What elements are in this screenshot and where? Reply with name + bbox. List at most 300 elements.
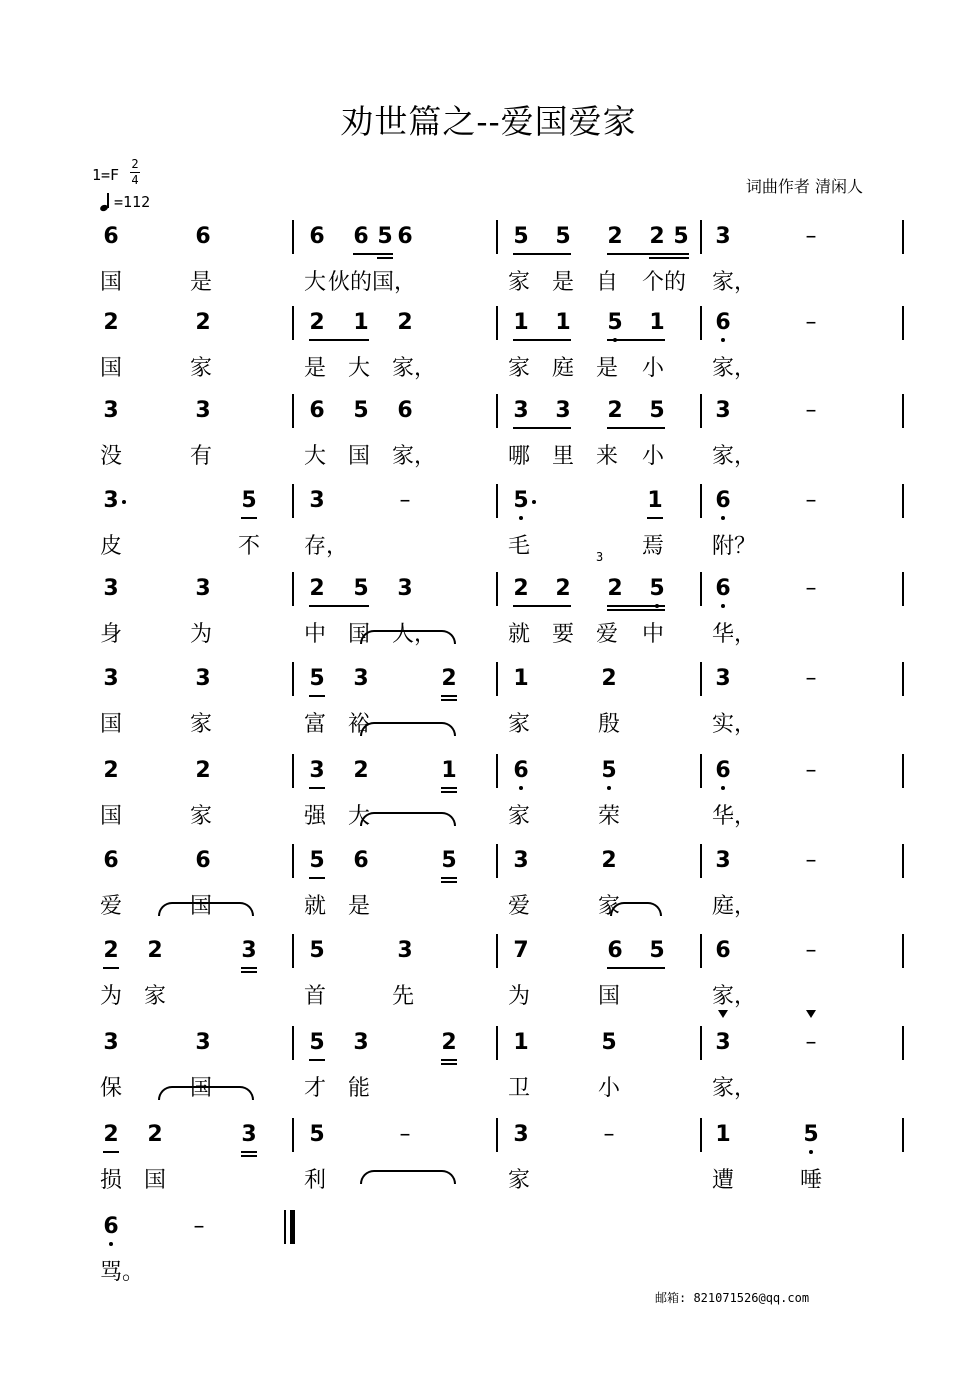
lyric-syllable: 唾 — [800, 1168, 823, 1193]
barline — [292, 934, 294, 968]
note: 2 — [601, 666, 617, 691]
note: 5 — [646, 574, 668, 604]
lower-octave-dot — [809, 1150, 813, 1154]
lyrics-row — [0, 1068, 977, 1108]
note: 6 — [712, 756, 734, 786]
barline — [700, 1118, 702, 1152]
note: 2 — [147, 938, 163, 963]
lyric-syllable: 伙的国， — [328, 270, 417, 295]
note: 3 — [103, 1030, 119, 1055]
beam-underline — [513, 427, 571, 429]
notation-row — [0, 1120, 977, 1160]
note: 3 — [195, 1030, 211, 1055]
lyric-syllable: 大 — [304, 444, 327, 469]
beam-underline — [241, 1155, 257, 1157]
note: 2 — [103, 938, 119, 963]
beam-underline — [309, 339, 369, 341]
sustain-dash: – — [805, 758, 817, 783]
note: 3 — [513, 398, 529, 423]
note: 2 — [195, 310, 211, 335]
lyrics-row — [0, 614, 977, 654]
beam-underline — [513, 339, 571, 341]
beam-underline — [649, 257, 689, 259]
lyric-syllable: 才 — [304, 1076, 327, 1101]
note: 5 — [441, 848, 457, 873]
lyric-syllable: 家， — [712, 270, 757, 295]
notation-row — [0, 664, 977, 704]
lyric-syllable: 家 — [598, 894, 621, 919]
lyric-syllable: 家， — [392, 444, 437, 469]
lyric-syllable: 爱 — [596, 622, 619, 647]
time-signature — [130, 158, 140, 187]
lyric-syllable: 家 — [508, 270, 531, 295]
barline — [902, 484, 904, 518]
note: 3 — [715, 848, 731, 873]
barline — [496, 844, 498, 878]
beam-underline — [607, 605, 665, 607]
lower-octave-dot — [109, 1242, 113, 1246]
score-system — [0, 1120, 977, 1208]
note: 3 — [195, 398, 211, 423]
note: 1 — [513, 1030, 529, 1055]
lyric-syllable: 家 — [508, 1168, 531, 1193]
score-system — [0, 396, 977, 484]
lyric-syllable: 实， — [712, 712, 757, 737]
note: 6 — [712, 486, 734, 516]
lyric-syllable: 首 — [304, 984, 327, 1009]
sustain-dash: – — [800, 1028, 822, 1058]
note: 3 — [241, 1122, 257, 1147]
lyric-syllable: 庭， — [712, 894, 757, 919]
notation-row — [0, 1028, 977, 1068]
lyric-syllable: 国 — [348, 444, 371, 469]
lyrics-row — [0, 262, 977, 302]
note: 3 — [555, 398, 571, 423]
note: 2 — [607, 398, 623, 423]
beam-underline — [103, 967, 119, 969]
lyric-syllable: 为 — [190, 622, 213, 647]
beam-underline — [513, 605, 571, 607]
slur-tie — [360, 722, 456, 736]
note: 2 — [103, 758, 119, 783]
note: 3 — [715, 224, 731, 249]
lyric-syllable: 大 — [348, 356, 371, 381]
barline — [292, 844, 294, 878]
lyric-syllable: 强 — [304, 804, 327, 829]
lyric-syllable: 家 — [508, 356, 531, 381]
lyric-syllable: 要 — [552, 622, 575, 647]
note: 2 — [555, 576, 571, 601]
note: 2 — [441, 666, 457, 691]
lyrics-row — [0, 1252, 977, 1292]
note: 2 — [309, 310, 325, 335]
note: 5 — [510, 486, 532, 516]
lyric-syllable: 来 — [596, 444, 619, 469]
lyric-syllable: 爱 — [100, 894, 123, 919]
notation-row — [0, 486, 977, 526]
augmentation-dot — [122, 500, 126, 504]
quarter-note-icon — [100, 193, 114, 211]
lyric-syllable: 里 — [552, 444, 575, 469]
augmentation-dot — [532, 500, 536, 504]
note: 6 — [195, 224, 211, 249]
sustain-dash: – — [603, 1122, 615, 1147]
note: 5 — [309, 848, 325, 873]
note: 3 — [513, 848, 529, 873]
slur-tie — [360, 630, 456, 644]
note: 2 — [103, 1122, 119, 1147]
beam-underline — [441, 877, 457, 879]
final-barline — [290, 1210, 295, 1244]
lyric-syllable: 就 — [304, 894, 327, 919]
lyric-syllable: 国 — [190, 894, 213, 919]
note: 3 — [715, 398, 731, 423]
beam-underline — [607, 609, 665, 611]
note: 2 — [309, 576, 325, 601]
lyric-syllable: 家， — [712, 444, 757, 469]
note: 5 — [513, 224, 529, 249]
note: 5 — [649, 938, 665, 963]
song-title: 劝世篇之--爱国爱家 — [340, 102, 637, 141]
barline — [292, 572, 294, 606]
note: 1 — [441, 758, 457, 783]
score-system — [0, 936, 977, 1024]
note: 5 — [309, 666, 325, 691]
barline — [902, 572, 904, 606]
barline — [902, 662, 904, 696]
slur-tie — [610, 902, 662, 916]
beam-underline — [241, 971, 257, 973]
lyric-syllable: 家 — [190, 356, 213, 381]
beam-underline — [309, 1059, 325, 1061]
beam-underline — [441, 791, 457, 793]
barline — [496, 572, 498, 606]
lyric-syllable: 华， — [712, 804, 757, 829]
note: 6 — [397, 398, 413, 423]
note: 3 — [513, 1122, 529, 1147]
lyrics-row — [0, 796, 977, 836]
beam-underline — [241, 517, 257, 519]
note: 5 — [800, 1120, 822, 1150]
note: 1 — [649, 310, 665, 335]
notation-row — [0, 756, 977, 796]
lyric-syllable: 焉 — [642, 534, 665, 559]
lyric-syllable: 毛 — [508, 534, 531, 559]
sustain-dash: – — [399, 488, 411, 513]
lyrics-row — [0, 704, 977, 744]
beam-underline — [309, 695, 325, 697]
lyric-syllable: 国 — [100, 712, 123, 737]
sustain-dash: – — [805, 224, 817, 249]
lyric-syllable: 是 — [304, 356, 327, 381]
slur-tie — [360, 812, 456, 826]
lyric-syllable: 中 — [642, 622, 665, 647]
lyric-syllable: 国 — [598, 984, 621, 1009]
lyric-syllable: 大 — [304, 270, 327, 295]
note: 6 — [353, 848, 369, 873]
note: 3 — [195, 576, 211, 601]
accent-triangle-icon — [718, 1010, 728, 1018]
lyric-syllable: 家 — [190, 804, 213, 829]
beam-underline — [377, 257, 393, 259]
lyric-syllable: 骂。 — [100, 1260, 145, 1285]
lyrics-row — [0, 436, 977, 476]
note: 7 — [513, 938, 529, 963]
beam-underline — [441, 881, 457, 883]
note: 6 — [103, 848, 119, 873]
lyric-syllable: 小 — [598, 1076, 621, 1101]
note: 6 — [103, 224, 119, 249]
barline — [496, 306, 498, 340]
composer-credit: 词曲作者 清闲人 — [745, 177, 863, 196]
beam-underline — [441, 695, 457, 697]
note: 2 — [353, 758, 369, 783]
lower-octave-dot — [721, 338, 725, 342]
barline — [496, 484, 498, 518]
barline — [700, 306, 702, 340]
note: 6 — [607, 938, 623, 963]
lyric-syllable: 是 — [190, 270, 213, 295]
lyric-syllable: 荣 — [598, 804, 621, 829]
lyric-syllable: 自 — [596, 270, 619, 295]
notation-row — [0, 936, 977, 976]
barline — [700, 220, 702, 254]
barline — [902, 1118, 904, 1152]
lower-octave-dot — [721, 786, 725, 790]
lyric-syllable: 家 — [190, 712, 213, 737]
score-system — [0, 664, 977, 752]
note: 5 — [598, 756, 620, 786]
lyrics-row — [0, 1160, 977, 1200]
barline — [902, 934, 904, 968]
note: 3 — [715, 666, 731, 691]
lyric-syllable: 家， — [392, 356, 437, 381]
note: 6 — [510, 756, 532, 786]
beam-underline — [241, 1151, 257, 1153]
beam-underline — [513, 253, 571, 255]
sustain-dash: – — [805, 310, 817, 335]
note: 5 — [309, 1030, 325, 1055]
tempo-value: =112 — [114, 193, 151, 211]
lower-octave-dot — [519, 786, 523, 790]
barline — [496, 1118, 498, 1152]
beam-underline — [103, 1151, 119, 1153]
note: 1 — [353, 310, 369, 335]
barline — [902, 306, 904, 340]
beam-underline — [441, 1063, 457, 1065]
note: 6 — [309, 398, 325, 423]
beam-underline — [441, 699, 457, 701]
lyric-syllable: 华， — [712, 622, 757, 647]
note: 3 — [712, 1028, 734, 1058]
score-system — [0, 222, 977, 310]
note: 6 — [195, 848, 211, 873]
lyric-syllable: 利 — [304, 1168, 327, 1193]
barline — [292, 306, 294, 340]
lyrics-row — [0, 976, 977, 1016]
barline — [292, 220, 294, 254]
note: 3 — [353, 1030, 369, 1055]
lyric-syllable: 裕 — [348, 712, 371, 737]
lyric-syllable: 家， — [712, 356, 757, 381]
lyric-syllable: 国 — [100, 356, 123, 381]
sustain-dash: – — [399, 1122, 411, 1147]
beam-underline — [309, 787, 325, 789]
lyric-syllable: 皮 — [100, 534, 123, 559]
score-system — [0, 308, 977, 396]
note: 1 — [715, 1122, 731, 1147]
lyric-syllable: 存， — [304, 534, 349, 559]
note: 6 — [715, 938, 731, 963]
barline — [292, 754, 294, 788]
notation-row — [0, 308, 977, 348]
notation-row — [0, 222, 977, 262]
lyric-syllable: 哪 — [508, 444, 531, 469]
lyric-syllable: 国 — [190, 1076, 213, 1101]
note: 5 — [555, 224, 571, 249]
barline — [496, 1026, 498, 1060]
note: 3 — [397, 938, 413, 963]
lower-octave-dot — [519, 516, 523, 520]
barline — [700, 1026, 702, 1060]
notation-row — [0, 1212, 977, 1252]
lyric-syllable: 附？ — [712, 534, 757, 559]
barline — [292, 394, 294, 428]
barline — [902, 844, 904, 878]
beam-underline — [607, 339, 665, 341]
lyric-syllable: 国 — [100, 270, 123, 295]
lyric-syllable: 没 — [100, 444, 123, 469]
note: 5 — [353, 576, 369, 601]
note: 5 — [353, 398, 369, 423]
time-denominator: 4 — [131, 173, 139, 187]
lyric-syllable: 就 — [508, 622, 531, 647]
score-system — [0, 1028, 977, 1116]
score-system — [0, 550, 977, 662]
note: 5 — [377, 224, 393, 249]
lyric-syllable: 家 — [508, 712, 531, 737]
note: 3 — [100, 486, 122, 516]
note: 2 — [397, 310, 413, 335]
note: 5 — [601, 1030, 617, 1055]
lyric-syllable: 国 — [348, 622, 371, 647]
barline — [700, 754, 702, 788]
beam-underline — [441, 1059, 457, 1061]
lyric-syllable: 为 — [508, 984, 531, 1009]
note: 3 — [195, 666, 211, 691]
lyric-syllable: 能 — [348, 1076, 371, 1101]
barline — [902, 220, 904, 254]
note: 2 — [649, 224, 665, 249]
note: 1 — [513, 310, 529, 335]
note: 6 — [100, 1212, 122, 1242]
lyric-syllable: 遭 — [712, 1168, 735, 1193]
note: 6 — [353, 224, 369, 249]
lyric-syllable: 是 — [596, 356, 619, 381]
lower-octave-dot — [721, 604, 725, 608]
sustain-dash: – — [805, 488, 817, 513]
sustain-dash: – — [805, 848, 817, 873]
notation-row — [0, 550, 977, 614]
note: 3 — [241, 938, 257, 963]
slur-tie — [360, 1170, 456, 1184]
barline — [700, 662, 702, 696]
beam-underline — [309, 605, 369, 607]
note: 6 — [397, 224, 413, 249]
note: 6 — [712, 308, 734, 338]
lyric-syllable: 损 — [100, 1168, 123, 1193]
lyric-syllable: 家 — [508, 804, 531, 829]
lyric-syllable: 为 — [100, 984, 123, 1009]
sustain-dash: – — [805, 398, 817, 423]
lyrics-row — [0, 886, 977, 926]
slur-tie — [158, 1086, 254, 1100]
lyric-syllable: 先 — [392, 984, 415, 1009]
tempo-marking — [100, 193, 150, 211]
lyric-syllable: 个的 — [642, 270, 687, 295]
barline — [496, 394, 498, 428]
lyric-syllable: 保 — [100, 1076, 123, 1101]
note: 3 — [309, 488, 325, 513]
lyric-syllable: 小 — [642, 444, 665, 469]
lyric-syllable: 人， — [392, 622, 437, 647]
lyrics-row — [0, 348, 977, 388]
lyric-syllable: 大 — [348, 804, 371, 829]
note: 3 — [103, 666, 119, 691]
lyric-syllable: 国 — [144, 1168, 167, 1193]
beam-underline — [607, 427, 665, 429]
lyric-syllable: 是 — [348, 894, 371, 919]
note: 2 — [103, 310, 119, 335]
beam-underline — [241, 967, 257, 969]
score-system — [0, 1212, 977, 1300]
beam-underline — [441, 787, 457, 789]
barline — [700, 572, 702, 606]
note: 2 — [607, 576, 623, 601]
slur-tie — [158, 902, 254, 916]
beam-underline — [647, 517, 663, 519]
barline — [496, 662, 498, 696]
note: 2 — [607, 224, 623, 249]
contact-email: 邮箱: 821071526@qq.com — [655, 1291, 810, 1305]
barline — [292, 1026, 294, 1060]
lyric-syllable: 中 — [304, 622, 327, 647]
note: 2 — [513, 576, 529, 601]
note: 3 — [103, 398, 119, 423]
barline — [902, 394, 904, 428]
lyric-syllable: 家， — [712, 1076, 757, 1101]
lyric-syllable: 国 — [100, 804, 123, 829]
key-signature: 1=F — [92, 166, 120, 184]
barline — [496, 934, 498, 968]
notation-row — [0, 396, 977, 436]
note: 2 — [147, 1122, 163, 1147]
note: 1 — [647, 488, 663, 513]
lyric-syllable: 身 — [100, 622, 123, 647]
note: 5 — [309, 1122, 325, 1147]
barline — [700, 844, 702, 878]
time-numerator: 2 — [131, 157, 139, 171]
beam-underline — [607, 253, 689, 255]
note: 2 — [195, 758, 211, 783]
lyric-syllable: 庭 — [552, 356, 575, 381]
lyric-syllable: 家， — [712, 984, 757, 1009]
accent-triangle-icon — [806, 1010, 816, 1018]
lyric-syllable: 不 — [238, 534, 261, 559]
barline — [292, 1118, 294, 1152]
barline — [700, 484, 702, 518]
note: 5 — [241, 488, 257, 513]
